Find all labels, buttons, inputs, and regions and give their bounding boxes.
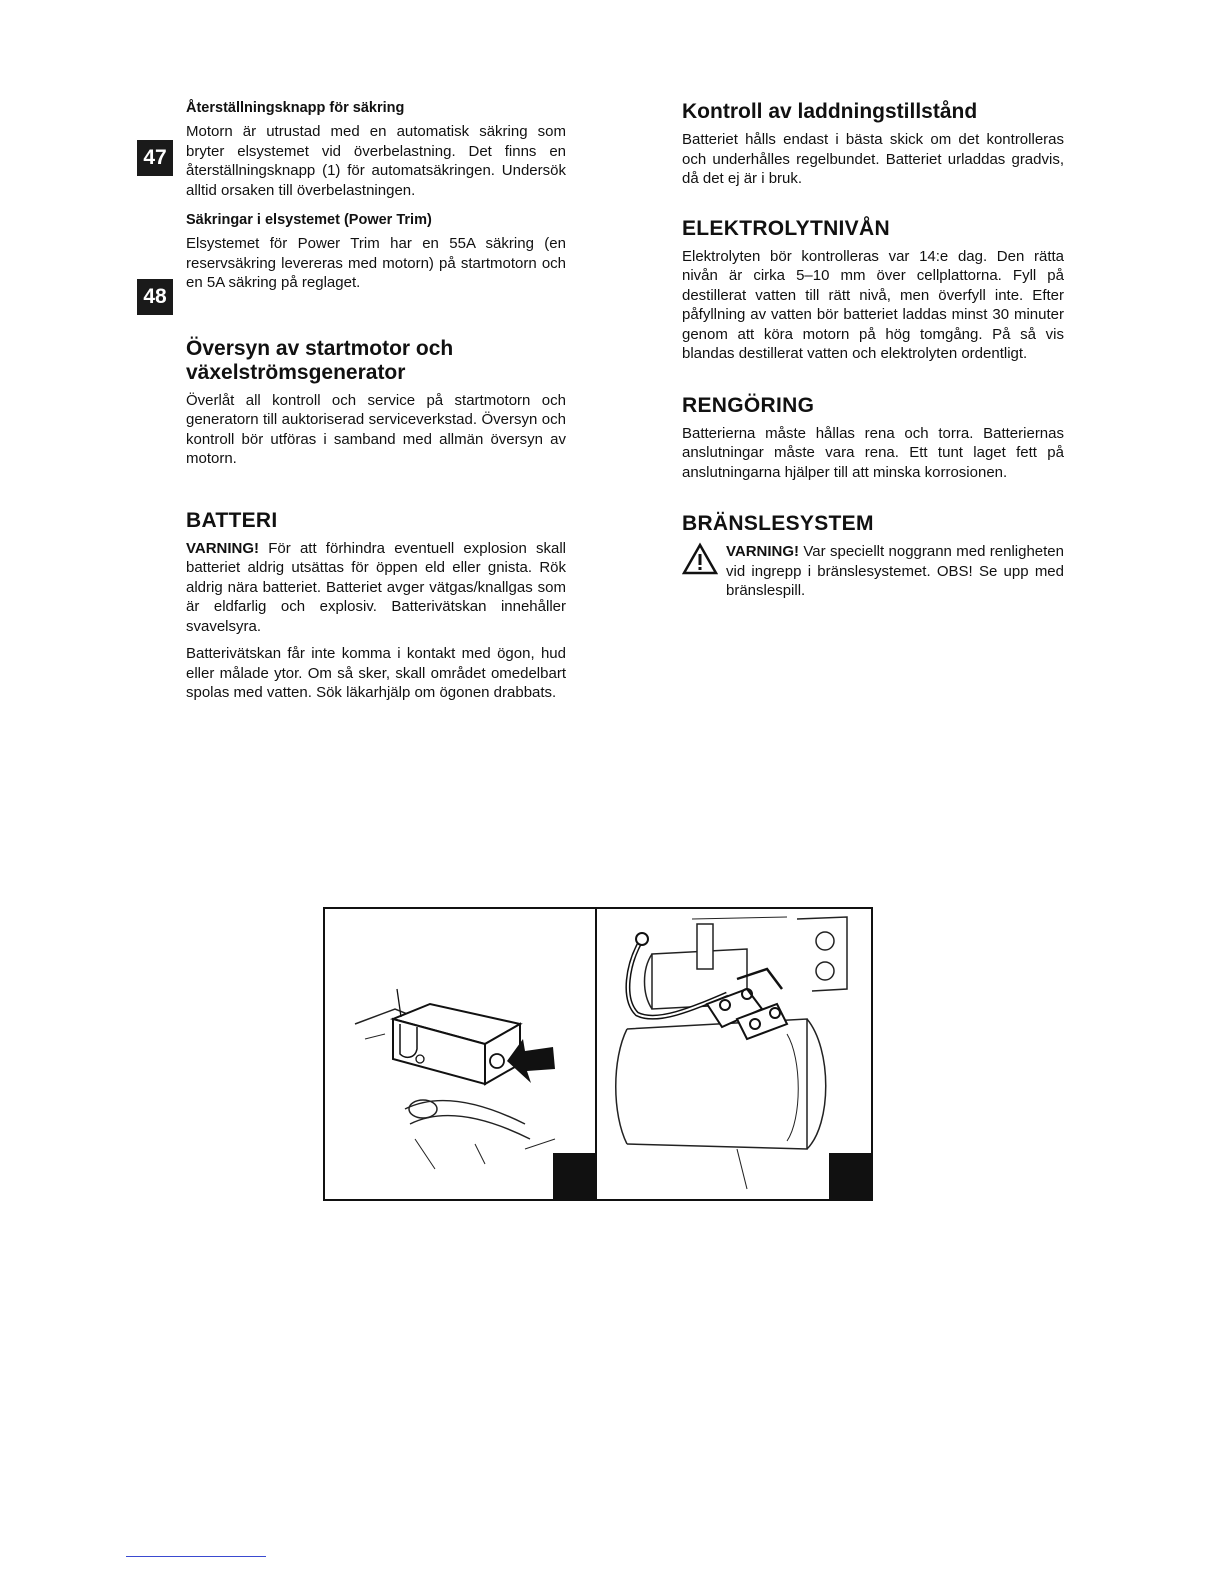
battery-warning-label: VARNING! [186,539,260,557]
figure-47-marker [553,1153,595,1199]
right-column [682,100,1064,601]
fuel-warning [682,542,1064,601]
battery-heading: BATTERI [186,508,278,532]
reset-button-heading: Återställningsknapp för säkring [186,100,405,116]
fuel-system-heading: BRÄNSLESYSTEM [682,512,874,535]
warning-triangle-icon [682,542,726,601]
charge-check-text: Batteriet hålls endast i bästa skick om det kontrolleras och underhålles regelbundet. Batteriet urladdas gradvis, då det ej är i bruk. [682,131,1064,187]
charge-check-heading: Kontroll av laddningstillstånd [682,100,978,123]
figure-ref-badge-48: 48 [137,279,173,315]
footer-rule [126,1556,266,1557]
left-column [186,100,566,703]
cleaning-heading: RENGÖRING [682,393,815,417]
fuses-text: Elsystemet för Power Trim har en 55A säkring (en reservsäkring levereras med motorn) på startmotorn och en 5A säkring på reglaget. [186,235,566,291]
figure-ref-badge-47: 47 [137,140,173,176]
fuel-warning-paragraph [726,542,1064,601]
battery-warning-text: För att förhindra eventuell explosion skall batteriet aldrig utsättas för öppen eld eller gnista. Rök aldrig nära batteriet. Batteriet avger vätgas/knallgas som är eldfarlig och explosiv. Batterivätskan innehåller svavelsyra. [186,539,566,635]
reset-button-text: Motorn är utrustad med en automatisk säkring som bryter elsystemet vid överbelastning. Det finns en återställningsknapp (1) för automatsäkringen. Undersök alltid orsaken till överbelastningen. [186,123,566,199]
starter-inspection-text: Överlåt all kontroll och service på startmotorn och generatorn till auktoriserad serviceverkstad. Översyn och kontroll bör utföras i samband med allmän översyn av motorn. [186,391,566,467]
fuel-warning-label: VARNING! [726,543,800,560]
battery-warning-paragraph [186,539,566,637]
fuse-box-illustration-icon [325,909,597,1199]
battery-text: Batterivätskan får inte komma i kontakt med ögon, hud eller målade ytor. Om så sker, skall området omedelbart spolas med vatten. Sök läkarhjälp om ögonen drabbats. [186,645,566,701]
figure-48-marker [829,1153,871,1199]
fuses-heading: Säkringar i elsystemet (Power Trim) [186,212,432,228]
starter-motor-illustration-icon [597,909,871,1199]
cleaning-text: Batterierna måste hållas rena och torra. Batteriernas anslutningar måste vara rena. Ett tunt laget fett på anslutningarna hjälper till att minska korrosionen. [682,424,1064,481]
starter-inspection-heading: Översyn av startmotor och växelströmsgenerator [186,336,454,384]
figure-box [323,907,873,1201]
electrolyte-text: Elektrolyten bör kontrolleras var 14:e dag. Den rätta nivån är cirka 5–10 mm över cellplattorna. Fyll på destillerat vatten till rätt nivå, men överfyll inte. Efter påfyllning av vatten bör batteriet laddas minst 30 minuter genom att köra motorn på hög tomgång. På så vis blandas destillerat vatten och elektrolyten ordentligt. [682,247,1064,362]
electrolyte-heading: ELEKTROLYTNIVÅN [682,216,890,240]
fuel-warning-text: Var speciellt noggrann med renligheten vid ingrepp i bränslesystemet. OBS! Se upp med bränslespill. [726,543,1064,599]
